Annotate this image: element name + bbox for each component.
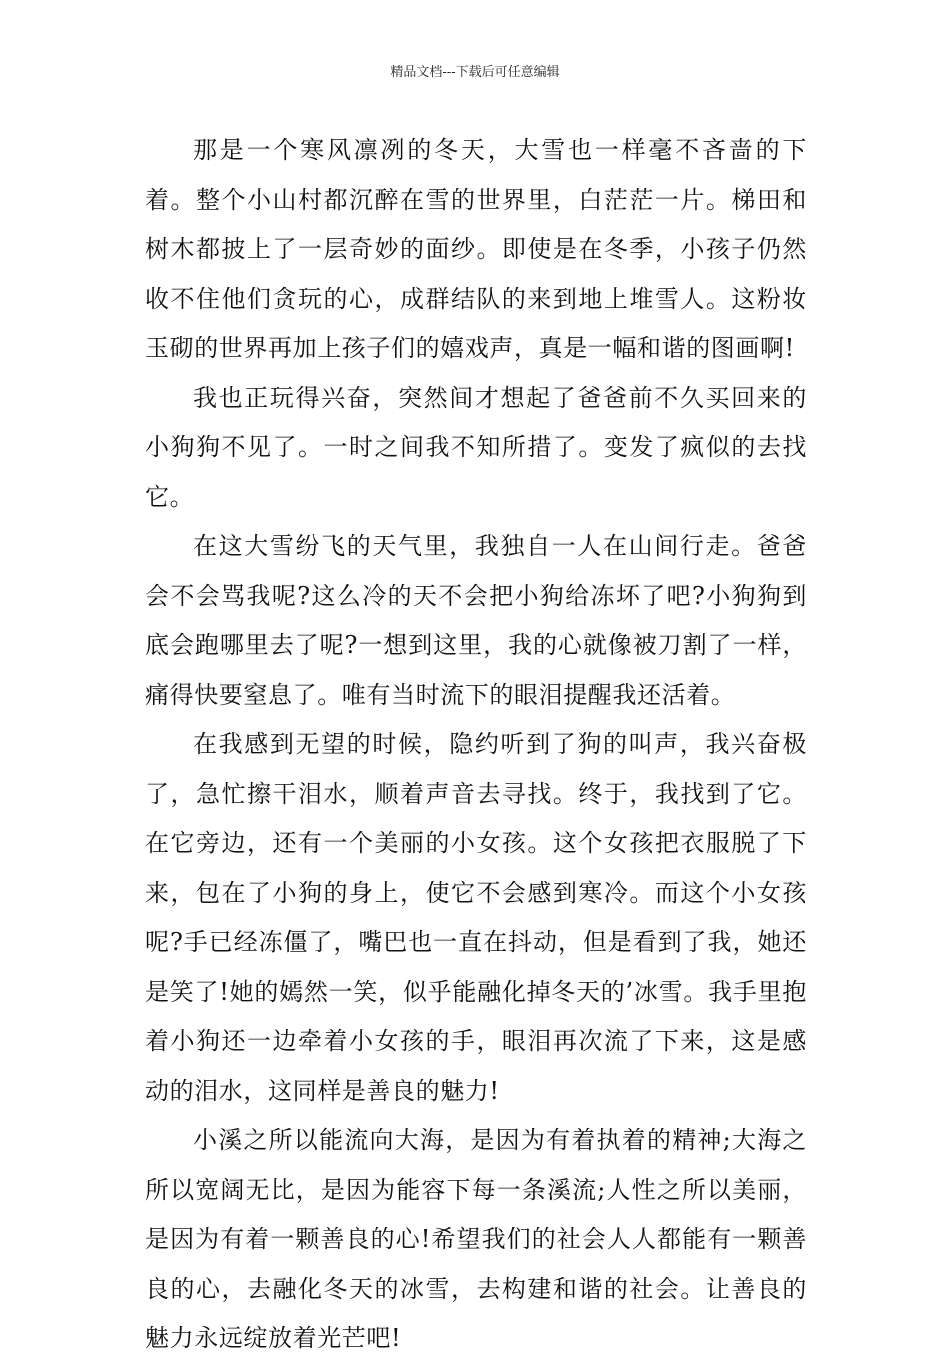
paragraph-1: 那是一个寒风凛冽的冬天，大雪也一样毫不吝啬的下着。整个小山村都沉醉在雪的世界里，白茫茫一片。梯田和树木都披上了一层奇妙的面纱。即使是在冬季，小孩子仍然收不住他们贪玩的心，成群结队的来到地上堆雪人。这粉妆玉砌的世界再加上孩子们的嬉戏声，真是一幅和谐的图画啊! (145, 136, 807, 362)
page-header: 精品文档---下载后可任意编辑 (390, 65, 560, 80)
paragraph-3: 在这大雪纷飞的天气里，我独自一人在山间行走。爸爸会不会骂我呢?这么冷的天不会把小狗给冻坏了吧?小狗狗到底会跑哪里去了呢?一想到这里，我的心就像被刀割了一样，痛得快要窒息了。唯有当时流下的眼泪提醒我还活着。 (145, 532, 807, 709)
paragraph-2: 我也正玩得兴奋，突然间才想起了爸爸前不久买回来的小狗狗不见了。一时之间我不知所措了。变发了疯似的去找它。 (145, 383, 807, 511)
paragraph-4: 在我感到无望的时候，隐约听到了狗的叫声，我兴奋极了，急忙擦干泪水，顺着声音去寻找。终于，我找到了它。在它旁边，还有一个美丽的小女孩。这个女孩把衣服脱了下来，包在了小狗的身上，使它不会感到寒冷。而这个小女孩呢?手已经冻僵了，嘴巴也一直在抖动，但是看到了我，她还是笑了!她的嫣然一笑，似乎能融化掉冬天的’冰雪。我手里抱着小狗还一边牵着小女孩的手，眼泪再次流了下来，这是感动的泪水，这同样是善良的魅力! (145, 730, 807, 1105)
document-body (145, 126, 807, 1364)
paragraph-5: 小溪之所以能流向大海，是因为有着执着的精神;大海之所以宽阔无比，是因为能容下每一条溪流;人性之所以美丽，是因为有着一颗善良的心!希望我们的社会人人都能有一颗善良的心，去融化冬天的冰雪，去构建和谐的社会。让善良的魅力永远绽放着光芒吧! (145, 1126, 807, 1352)
